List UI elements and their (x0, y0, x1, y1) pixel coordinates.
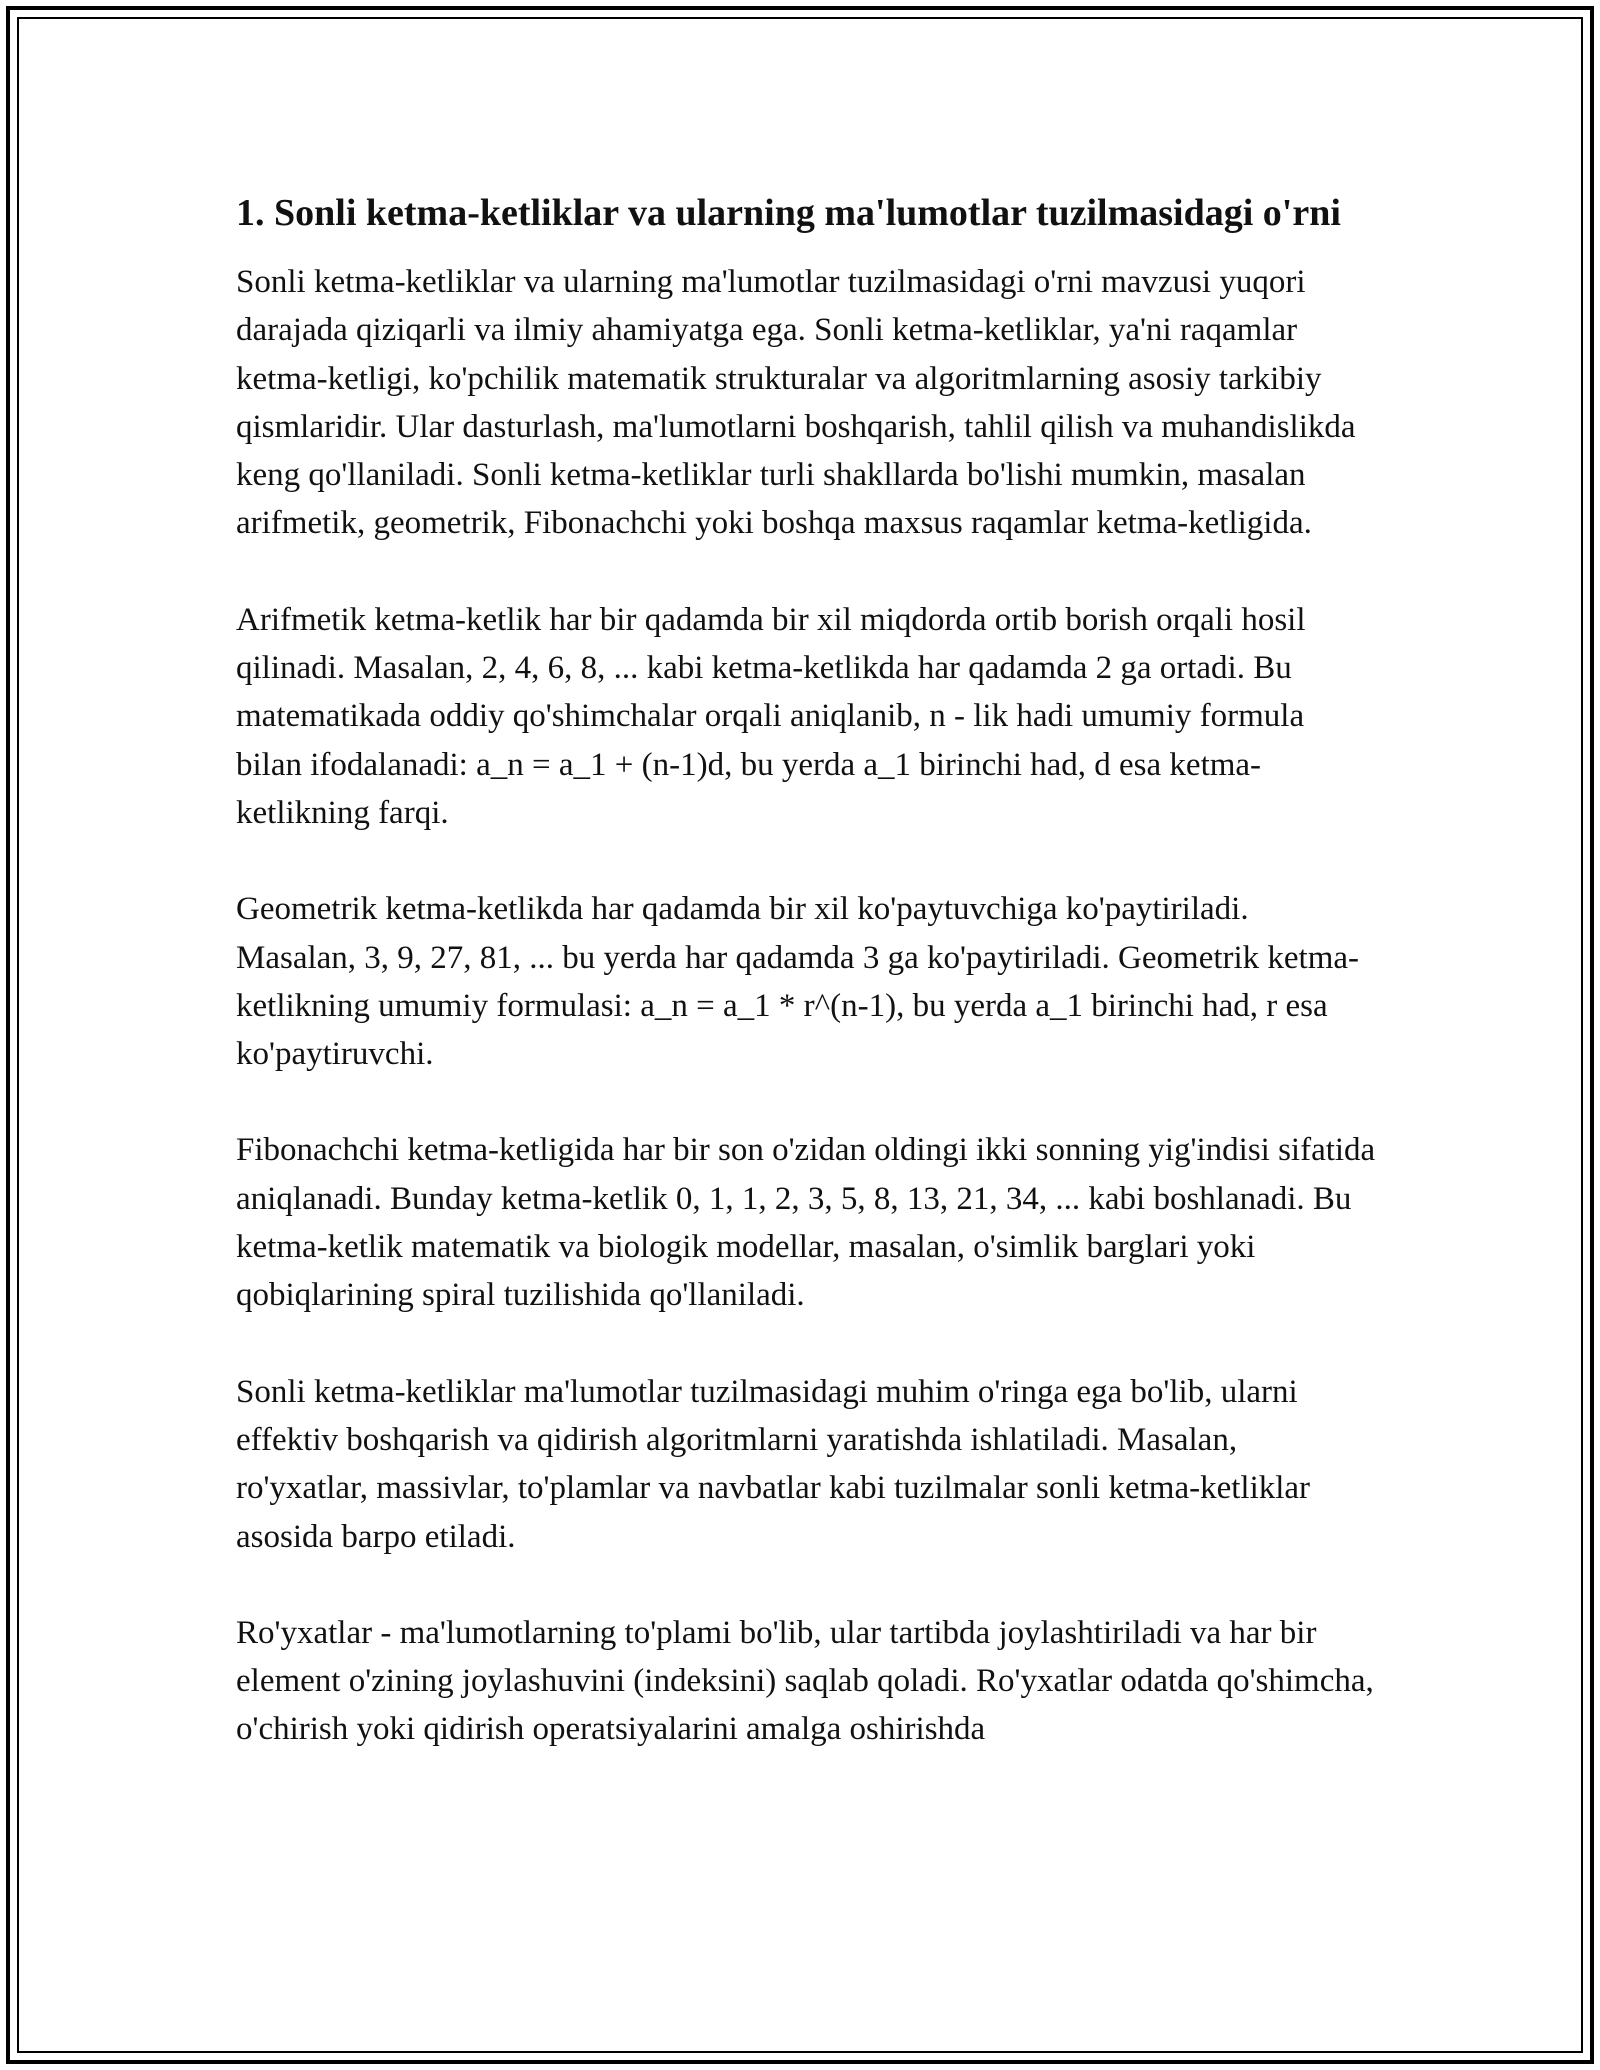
paragraph-lists: Ro'yxatlar - ma'lumotlarning to'plami bo'lib, ular tartibda joylashtiriladi va har bir element o'zining joylashuvini (indeksini) saqlab qoladi. Ro'yxatlar odatda qo'shimcha, o'chirish yoki qidirish operatsiyalarini amalga oshirishda (236, 1614, 1374, 1748)
paragraph-intro: Sonli ketma-ketliklar va ularning ma'lumotlar tuzilmasidagi o'rni mavzusi yuqori darajada qiziqarli va ilmiy ahamiyatga ega. Sonli ketma-ketliklar, ya'ni raqamlar ketma-ketligi, ko'pchilik matematik strukturalar va algoritmlarning asosiy tarkibiy qismlaridir. Ular dasturlash, ma'lumotlarni boshqarish, tahlil qilish va muhandislikda keng qo'llaniladi. Sonli ketma-ketliklar turli shakllarda bo'lishi mumkin, masalan arifmetik, geometrik, Fibonachchi yoki boshqa maxsus raqamlar ketma-ketligida. (236, 264, 1356, 542)
paragraph-data-structures: Sonli ketma-ketliklar ma'lumotlar tuzilmasidagi muhim o'ringa ega bo'lib, ularni effektiv boshqarish va qidirish algoritmlarni yaratishda ishlatiladi. Masalan, ro'yxatlar, massivlar, to'plamlar va navbatlar kabi tuzilmalar sonli ketma-ketliklar asosida barpo etiladi. (236, 1373, 1311, 1555)
paragraph-arithmetic: Arifmetik ketma-ketlik har bir qadamda bir xil miqdorda ortib borish orqali hosil qilinadi. Masalan, 2, 4, 6, 8, ... kabi ketma-ketlikda har qadamda 2 ga ortadi. Bu matematikada oddiy qo'shimchalar orqali aniqlanib, n - lik hadi umumiy formula bilan ifodalanadi: a_n = a_1 + (n-1)d, bu yerda a_1 birinchi had, d esa ketma-ketlikning farqi. (236, 601, 1306, 831)
section-heading: 1. Sonli ketma-ketliklar va ularning ma'lumotlar tuzilmasidagi o'rni (236, 192, 1341, 234)
document-body (236, 186, 1376, 1802)
paragraph-geometric: Geometrik ketma-ketlikda har qadamda bir xil ko'paytuvchiga ko'paytiriladi. Masalan, 3, 9, 27, 81, ... bu yerda har qadamda 3 ga ko'paytiriladi. Geometrik ketma-ketlikning umumiy formulasi: a_n = a_1 * r^(n-1), bu yerda a_1 birinchi had, r esa ko'paytiruvchi. (236, 891, 1360, 1073)
paragraph-fibonacci: Fibonachchi ketma-ketligida har bir son o'zidan oldingi ikki sonning yig'indisi sifatida aniqlanadi. Bunday ketma-ketlik 0, 1, 1, 2, 3, 5, 8, 13, 21, 34, ... kabi boshlanadi. Bu ketma-ketlik matematik va biologik modellar, masalan, o'simlik barglari yoki qobiqlarining spiral tuzilishida qo'llaniladi. (236, 1132, 1376, 1314)
